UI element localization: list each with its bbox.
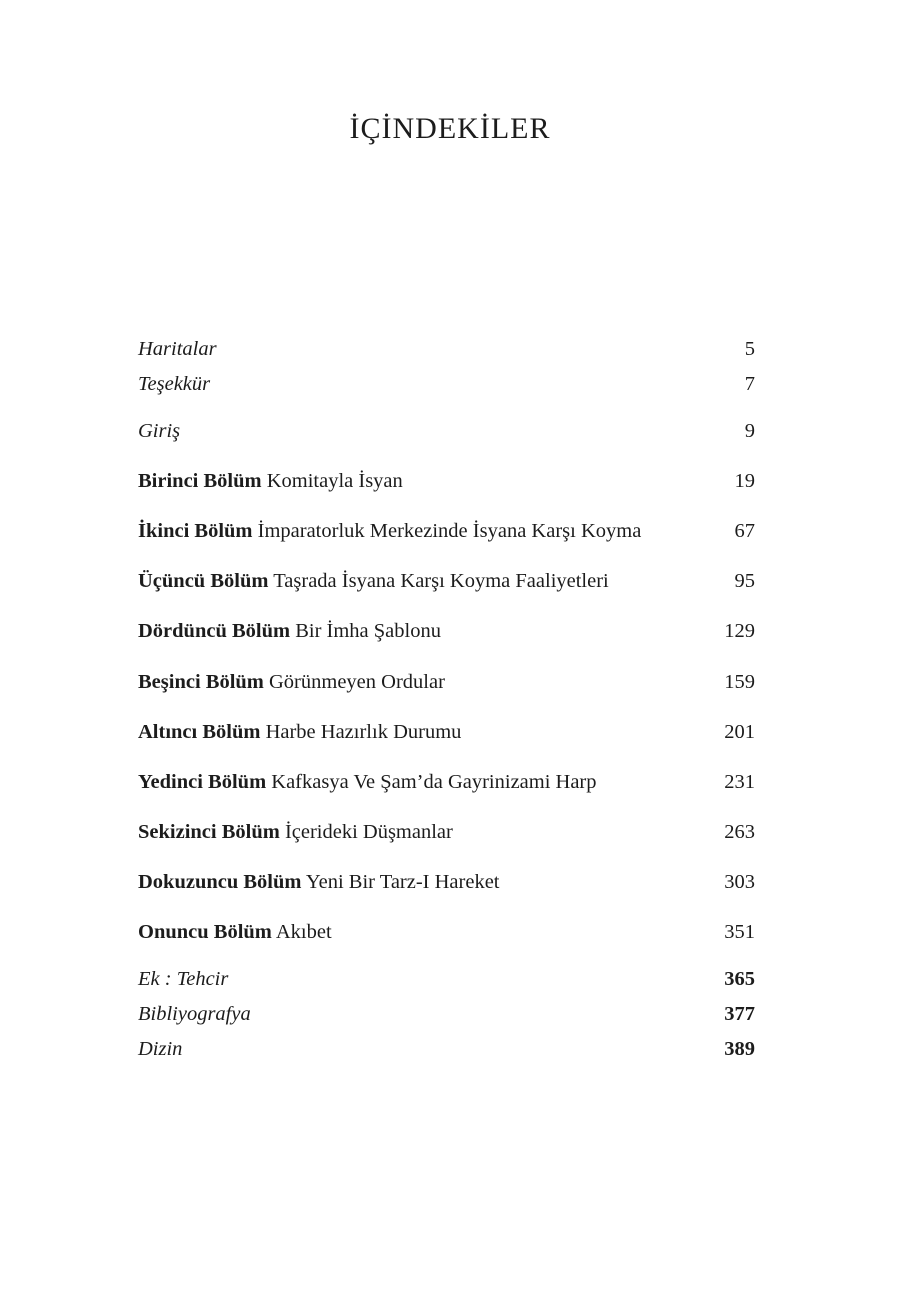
toc-entry-giris[interactable]	[138, 417, 755, 445]
chapter-number: Onuncu Bölüm	[138, 921, 272, 943]
toc-chapter-8[interactable]	[138, 818, 755, 846]
chapter-number: Birinci Bölüm	[138, 470, 262, 492]
toc-entry-ek-tehcir[interactable]	[138, 965, 755, 993]
chapter-title: İmparatorluk Merkezinde İsyana Karşı Koyma	[257, 520, 642, 542]
toc-entry-tesekkur[interactable]	[138, 370, 755, 398]
toc-entry-page: 9	[744, 420, 755, 442]
chapter-number: Sekizinci Bölüm	[138, 821, 280, 843]
chapter-number: Dokuzuncu Bölüm	[138, 871, 302, 893]
chapter-title: İçerideki Düşmanlar	[284, 821, 453, 843]
chapter-title: Akıbet	[275, 921, 332, 943]
toc-entry-page: 67	[734, 520, 755, 542]
toc-chapter-1[interactable]	[138, 467, 755, 495]
toc-entry-title: Haritalar	[138, 338, 217, 360]
toc-entry-page: 201	[724, 721, 755, 743]
toc-chapter-4[interactable]	[138, 617, 755, 645]
chapter-title: Taşrada İsyana Karşı Koyma Faaliyetleri	[273, 570, 609, 592]
toc-entry-page: 263	[724, 821, 755, 843]
chapter-title: Yeni Bir Tarz-I Hareket	[305, 871, 500, 893]
toc-entry-page: 159	[724, 671, 755, 693]
toc-entry-page: 365	[724, 968, 755, 990]
toc-entry-page: 95	[734, 570, 755, 592]
toc-entry-page: 389	[724, 1038, 755, 1060]
toc-entry-title: Teşekkür	[138, 373, 211, 395]
toc-entry-page: 5	[744, 338, 755, 360]
toc-chapter-5[interactable]	[138, 668, 755, 696]
toc-entry-bibliyografya[interactable]	[138, 1000, 755, 1028]
chapter-number: Dördüncü Bölüm	[138, 620, 291, 642]
chapter-title: Bir İmha Şablonu	[295, 620, 441, 642]
toc-entry-title: Ek : Tehcir	[138, 968, 229, 990]
chapter-number: Altıncı Bölüm	[138, 721, 261, 743]
toc-entry-page: 231	[724, 771, 755, 793]
toc-chapter-9[interactable]	[138, 868, 755, 896]
chapter-title: Görünmeyen Ordular	[269, 671, 445, 693]
toc-entry-haritalar[interactable]	[138, 335, 755, 363]
toc-entry-page: 19	[734, 470, 755, 492]
chapter-number: Beşinci Bölüm	[138, 671, 264, 693]
toc-entry-title: Dizin	[138, 1038, 183, 1060]
toc-entry-dizin[interactable]	[138, 1035, 755, 1063]
toc-entry-page: 303	[724, 871, 755, 893]
toc-entry-page: 377	[724, 1003, 755, 1025]
chapter-title: Kafkasya Ve Şam’da Gayrinizami Harp	[271, 771, 597, 793]
toc-entry-title: Giriş	[138, 420, 181, 442]
toc-chapter-2[interactable]	[138, 517, 755, 545]
page-title: İÇİNDEKİLER	[349, 112, 551, 145]
toc-chapter-7[interactable]	[138, 768, 755, 796]
chapter-title: Komitayla İsyan	[266, 470, 403, 492]
chapter-number: Üçüncü Bölüm	[138, 570, 269, 592]
chapter-number: Yedinci Bölüm	[138, 771, 267, 793]
toc-chapter-6[interactable]	[138, 718, 755, 746]
toc-chapter-3[interactable]	[138, 567, 755, 595]
toc-entry-page: 129	[724, 620, 755, 642]
toc-entry-title: Bibliyografya	[138, 1003, 251, 1025]
toc-chapter-10[interactable]	[138, 918, 755, 946]
chapter-title: Harbe Hazırlık Durumu	[265, 721, 462, 743]
toc-entry-page: 7	[744, 373, 755, 395]
chapter-number: İkinci Bölüm	[138, 520, 253, 542]
toc-entry-page: 351	[724, 921, 755, 943]
